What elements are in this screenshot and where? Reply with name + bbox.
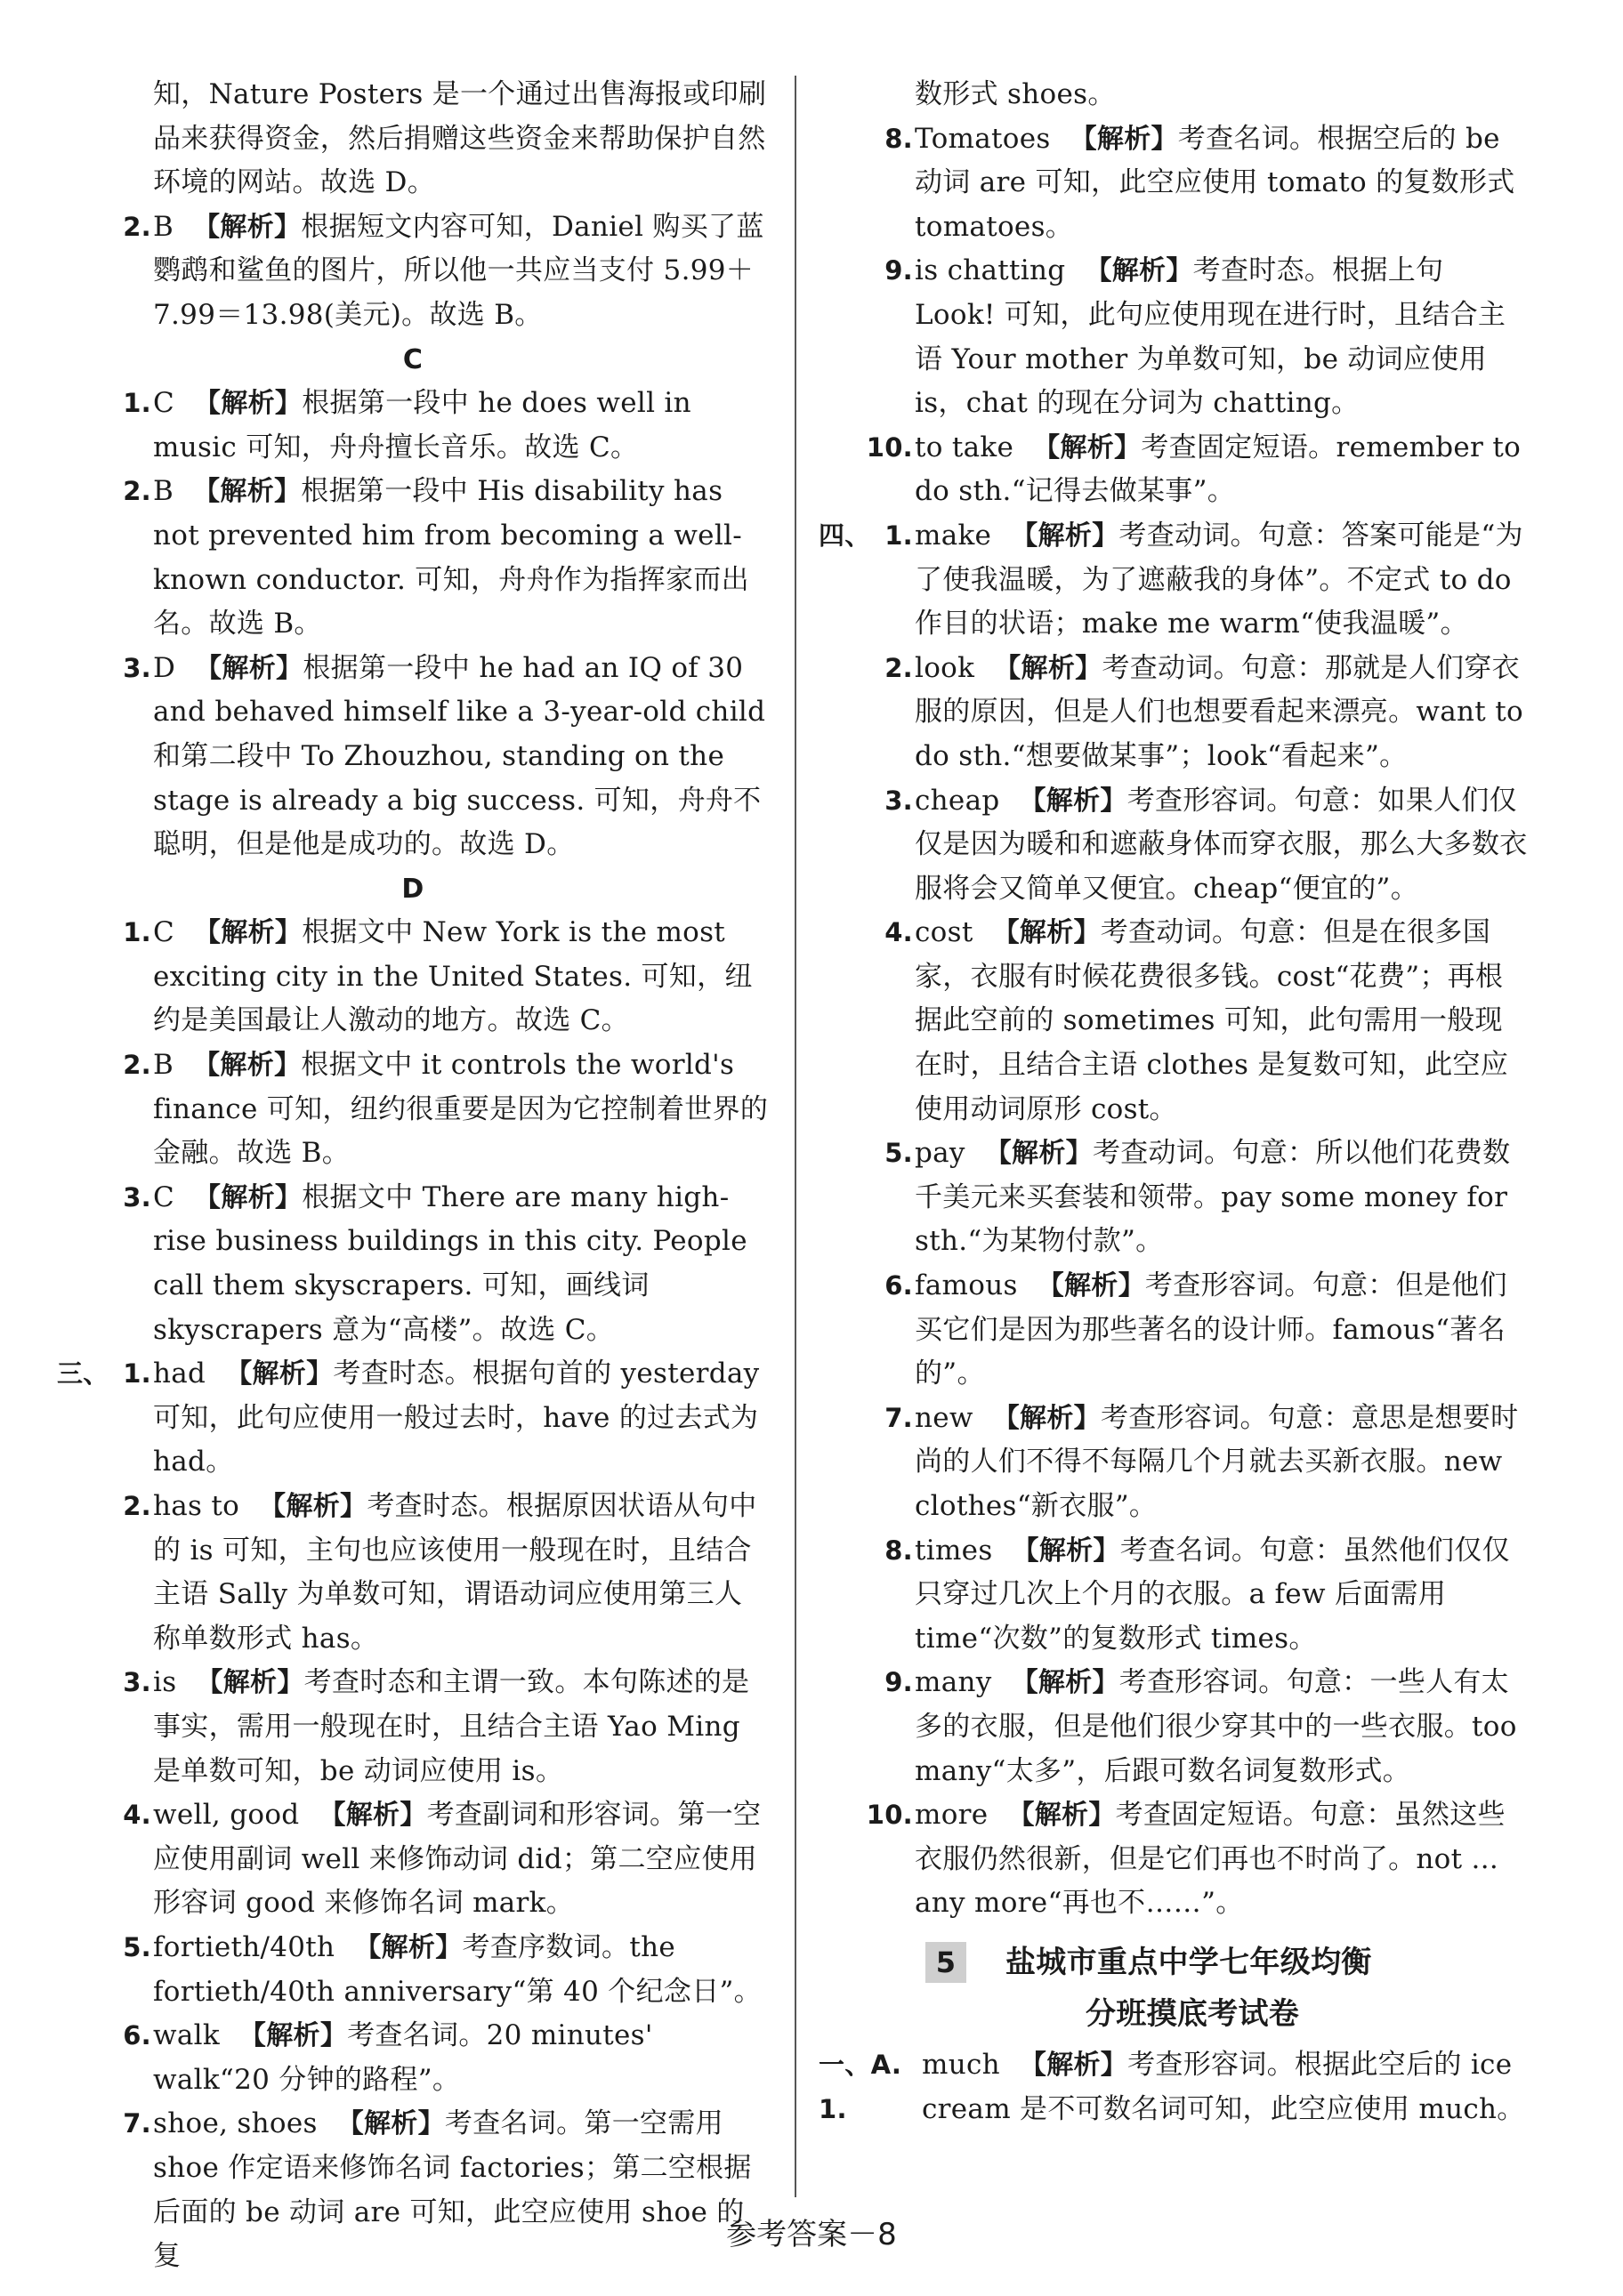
section-letter-heading: C <box>402 343 424 375</box>
question-number: 3. <box>123 1667 151 1698</box>
answer-item <box>57 1352 769 1485</box>
answer-item <box>57 1926 769 2014</box>
exam-section-header <box>819 1933 1530 2043</box>
answer-key: cheap <box>915 784 1000 817</box>
analysis-text: 考查副词和形容词。第一空应使用副词 well 来修饰动词 did；第二空应使用形容词 good 来修饰名词 mark。 <box>153 1799 762 1920</box>
answer-key: times <box>915 1534 993 1567</box>
exam-title-line1: 盐城市重点中学七年级均衡 <box>1005 1944 1372 1980</box>
answer-item <box>57 1043 769 1176</box>
analysis-text: 根据文中 it controls the world's finance 可知，纽约很重要是因为它控制着世界的金融。故选 B。 <box>153 1049 769 1170</box>
analysis-tag: 【解析】 <box>984 1138 1093 1170</box>
answer-item <box>819 1132 1530 1264</box>
answer-item <box>819 647 1530 779</box>
analysis-tag: 【解析】 <box>193 211 302 243</box>
analysis-text: 考查形容词。根据此空后的 ice cream 是不可数名词可知，此空应使用 much。 <box>922 2048 1525 2125</box>
answer-key: Tomatoes <box>915 122 1051 155</box>
analysis-tag: 【解析】 <box>194 917 303 949</box>
analysis-text: 根据第一段中 His disability has not prevented him from becoming a well-known conductor. 可知，舟舟作为指挥家而出名。故选 B。 <box>153 475 749 640</box>
analysis-text: 考查时态。根据原因状语从句中的 is 可知，主句也应该使用一般现在时，且结合主语 Sally 为单数可知，谓语动词应使用第三人称单数形式 has。 <box>153 1490 757 1655</box>
exam-title-line2: 分班摸底考试卷 <box>1086 1995 1300 2032</box>
answer-item <box>819 779 1530 912</box>
analysis-tag: 【解析】 <box>196 1667 304 1699</box>
analysis-text: 考查形容词。句意：意思是想要时尚的人们不得不每隔几个月就去买新衣服。new clothes“新衣服”。 <box>915 1401 1519 1522</box>
section-number: 四、 <box>819 520 871 551</box>
analysis-tag: 【解析】 <box>354 1931 463 1963</box>
analysis-text: 考查动词。句意：答案可能是“为了使我温暖，为了遮蔽我的身体”。不定式 to do 作目的状语；make me warm“使我温暖”。 <box>915 519 1523 640</box>
page-footer: 参考答案－8 <box>726 2217 897 2252</box>
answer-key: is chatting <box>915 254 1066 287</box>
answer-continuation: 数形式 shoes。 <box>915 78 1116 110</box>
analysis-text: 考查动词。句意：但是在很多国家，衣服有时候花费很多钱。cost“花费”；再根据此空前的 sometimes 可知，此句需用一般现在时，且结合主语 clothes 是复数可知，此空应使用动词原形 cost。 <box>915 916 1509 1125</box>
question-number: 7. <box>123 2108 151 2139</box>
answer-key: cost <box>915 916 973 949</box>
analysis-text: 根据第一段中 he had an IQ of 30 and behaved himself like a 3-year-old child 和第二段中 To Zhouzhou, standing on the stage is already a big success. 可知，舟舟不聪明，但是他是成功的。故选 D。 <box>153 651 766 861</box>
answer-item <box>57 1176 769 1352</box>
answer-key: B <box>153 1049 174 1082</box>
analysis-tag: 【解析】 <box>994 652 1102 684</box>
analysis-tag: 【解析】 <box>1019 2049 1128 2081</box>
answer-item <box>57 470 769 646</box>
exam-number-badge: 5 <box>925 1942 966 1983</box>
analysis-tag: 【解析】 <box>1033 431 1142 463</box>
question-number: 10. <box>866 431 913 463</box>
analysis-tag: 【解析】 <box>1011 1667 1119 1699</box>
question-number: 3. <box>884 785 913 816</box>
question-number: 4. <box>884 917 913 948</box>
analysis-tag: 【解析】 <box>1011 520 1119 552</box>
left-column <box>57 73 769 2279</box>
analysis-tag: 【解析】 <box>195 652 303 684</box>
analysis-tag: 【解析】 <box>193 476 302 508</box>
answer-key: B <box>153 475 174 508</box>
analysis-tag: 【解析】 <box>336 2108 445 2140</box>
answer-key: to take <box>915 431 1014 463</box>
answer-key: new <box>915 1401 973 1434</box>
right-column <box>819 73 1530 2131</box>
analysis-text: 考查时态和主谓一致。本句陈述的是事实，需用一般现在时，且结合主语 Yao Ming 是单数可知，be 动词应使用 is。 <box>153 1666 750 1787</box>
analysis-text: 考查形容词。句意：如果人们仅仅是因为暖和和遮蔽身体而穿衣服，那么大多数衣服将会又简单又便宜。cheap“便宜的”。 <box>915 784 1528 905</box>
answer-item <box>57 911 769 1043</box>
question-number: 2. <box>123 1491 151 1521</box>
answer-item <box>819 426 1530 514</box>
analysis-text: 考查名词。20 minutes' walk“20 分钟的路程”。 <box>153 2019 653 2096</box>
answer-key: many <box>915 1666 992 1699</box>
answer-item <box>819 1397 1530 1529</box>
analysis-text: 考查固定短语。句意：虽然这些衣服仍然很新，但是它们再也不时尚了。not ... any more“再也不……”。 <box>915 1799 1506 1920</box>
question-number: 1. <box>884 520 913 551</box>
answer-key: famous <box>915 1269 1018 1302</box>
answer-item <box>57 382 769 470</box>
answer-item <box>819 514 1530 647</box>
analysis-tag: 【解析】 <box>1019 785 1127 817</box>
analysis-text: 考查名词。第一空需用 shoe 作定语来修饰名词 factories；第二空根据后面的 be 动词 are 可知，此空应使用 shoe 的复 <box>153 2107 752 2273</box>
analysis-text: 根据文中 There are many high-rise business buildings in this city. People call them skyscrapers. 可知，画线词 skyscrapers 意为“高楼”。故选 C。 <box>153 1180 747 1346</box>
analysis-tag: 【解析】 <box>1085 255 1193 287</box>
answer-item <box>819 1529 1530 1662</box>
answer-key: is <box>153 1666 177 1699</box>
answer-item <box>819 1661 1530 1793</box>
analysis-text: 考查时态。根据上句 Look! 可知，此句应使用现在进行时，且结合主语 Your mother 为单数可知，be 动词应使用 is，chat 的现在分词为 chatting。 <box>915 254 1506 420</box>
question-number: 7. <box>884 1402 913 1433</box>
answer-item <box>819 249 1530 425</box>
question-number: 2. <box>123 1050 151 1081</box>
answer-key: more <box>915 1799 989 1832</box>
question-number: 1. <box>123 917 151 948</box>
analysis-tag: 【解析】 <box>992 1402 1101 1434</box>
question-number: 10. <box>866 1800 913 1831</box>
analysis-text: 考查固定短语。remember to do sth.“记得去做某事”。 <box>915 431 1522 508</box>
column-divider <box>795 76 796 2197</box>
analysis-text: 考查时态。根据句首的 yesterday 可知，此句应使用一般过去时，have 的过去式为 had。 <box>153 1357 760 1478</box>
answer-key: pay <box>915 1137 965 1170</box>
question-number: 2. <box>884 652 913 683</box>
section-number: 三、 <box>57 1358 109 1390</box>
question-number: 2. <box>123 476 151 507</box>
question-number: 6. <box>884 1270 913 1301</box>
answer-item <box>819 911 1530 1132</box>
answer-key: has to <box>153 1490 240 1522</box>
answer-item <box>57 205 769 338</box>
question-number: 5. <box>123 1931 151 1962</box>
answer-item <box>57 1485 769 1661</box>
analysis-text: 根据文中 New York is the most exciting city in the United States. 可知，纽约是美国最让人激动的地方。故选 C。 <box>153 916 753 1037</box>
answer-key: look <box>915 651 975 684</box>
question-number: 1. <box>123 1358 151 1390</box>
question-number: 4. <box>123 1800 151 1831</box>
answer-item <box>819 1264 1530 1397</box>
analysis-text: 考查序数词。the fortieth/40th anniversary“第 40 个纪念日”。 <box>153 1930 762 2008</box>
answer-item <box>819 117 1530 250</box>
answer-key: C <box>153 916 175 949</box>
analysis-text: 根据第一段中 he does well in music 可知，舟舟擅长音乐。故选 C。 <box>153 387 691 463</box>
answer-item <box>57 647 769 867</box>
answer-key: much <box>922 2048 1000 2081</box>
analysis-tag: 【解析】 <box>225 1358 334 1390</box>
analysis-tag: 【解析】 <box>193 1050 302 1082</box>
answer-key: shoe, shoes <box>153 2107 318 2140</box>
answer-key: B <box>153 210 174 243</box>
analysis-tag: 【解析】 <box>1037 1270 1145 1302</box>
question-number: 1. <box>123 388 151 419</box>
question-number: 2. <box>123 211 151 242</box>
question-number: 8. <box>884 1535 913 1566</box>
analysis-text: 考查形容词。句意：一些人有太多的衣服，但是他们很少穿其中的一些衣服。too many“太多”，后跟可数名词复数形式。 <box>915 1666 1517 1787</box>
analysis-tag: 【解析】 <box>992 917 1101 949</box>
answer-item <box>819 2043 1530 2131</box>
answer-item <box>819 1793 1530 1926</box>
answer-key: C <box>153 1180 175 1213</box>
answer-key: fortieth/40th <box>153 1930 335 1963</box>
analysis-text: 根据短文内容可知，Daniel 购买了蓝鹦鹉和鲨鱼的图片，所以他一共应当支付 5.99＋7.99＝13.98(美元)。故选 B。 <box>153 210 764 331</box>
analysis-text: 考查名词。句意：虽然他们仅仅只穿过几次上个月的衣服。a few 后面需用 time“次数”的复数形式 times。 <box>915 1534 1510 1655</box>
answer-key: had <box>153 1357 206 1390</box>
question-number: 3. <box>123 652 151 683</box>
analysis-tag: 【解析】 <box>194 388 303 420</box>
section-number: 一、A. 1. <box>819 2049 902 2124</box>
answer-item <box>57 1793 769 1926</box>
question-number: 3. <box>123 1181 151 1212</box>
answer-item <box>57 1661 769 1793</box>
analysis-tag: 【解析】 <box>1007 1800 1116 1832</box>
analysis-text: 考查动词。句意：所以他们花费数千美元来买套装和领带。pay some money for sth.“为某物付款”。 <box>915 1137 1511 1258</box>
analysis-tag: 【解析】 <box>194 1181 303 1213</box>
answer-key: well, good <box>153 1799 300 1832</box>
analysis-tag: 【解析】 <box>259 1491 367 1522</box>
analysis-text: 考查形容词。句意：但是他们买它们是因为那些著名的设计师。famous“著名的”。 <box>915 1269 1507 1390</box>
answer-key: C <box>153 387 175 420</box>
analysis-tag: 【解析】 <box>1012 1535 1120 1567</box>
answer-key: D <box>153 651 176 684</box>
question-number: 9. <box>884 1667 913 1698</box>
question-number: 5. <box>884 1138 913 1169</box>
analysis-tag: 【解析】 <box>1070 123 1178 155</box>
analysis-tag: 【解析】 <box>319 1800 427 1832</box>
question-number: 6. <box>123 2020 151 2051</box>
analysis-tag: 【解析】 <box>238 2020 348 2052</box>
answer-item <box>57 2014 769 2102</box>
analysis-text: 考查名词。根据空后的 be 动词 are 可知，此空应使用 tomato 的复数形式 tomatoes。 <box>915 122 1515 243</box>
answer-continuation: 知，Nature Posters 是一个通过出售海报或印刷品来获得资金，然后捐赠这些资金来帮助保护自然环境的网站。故选 D。 <box>153 78 767 199</box>
answer-key: make <box>915 519 992 552</box>
question-number: 9. <box>884 255 913 286</box>
answer-key: walk <box>153 2019 220 2052</box>
question-number: 8. <box>884 123 913 154</box>
section-letter-heading: D <box>401 873 424 905</box>
analysis-text: 考查动词。句意：那就是人们穿衣服的原因，但是人们也想要看起来漂亮。want to do sth.“想要做某事”；look“看起来”。 <box>915 651 1523 772</box>
